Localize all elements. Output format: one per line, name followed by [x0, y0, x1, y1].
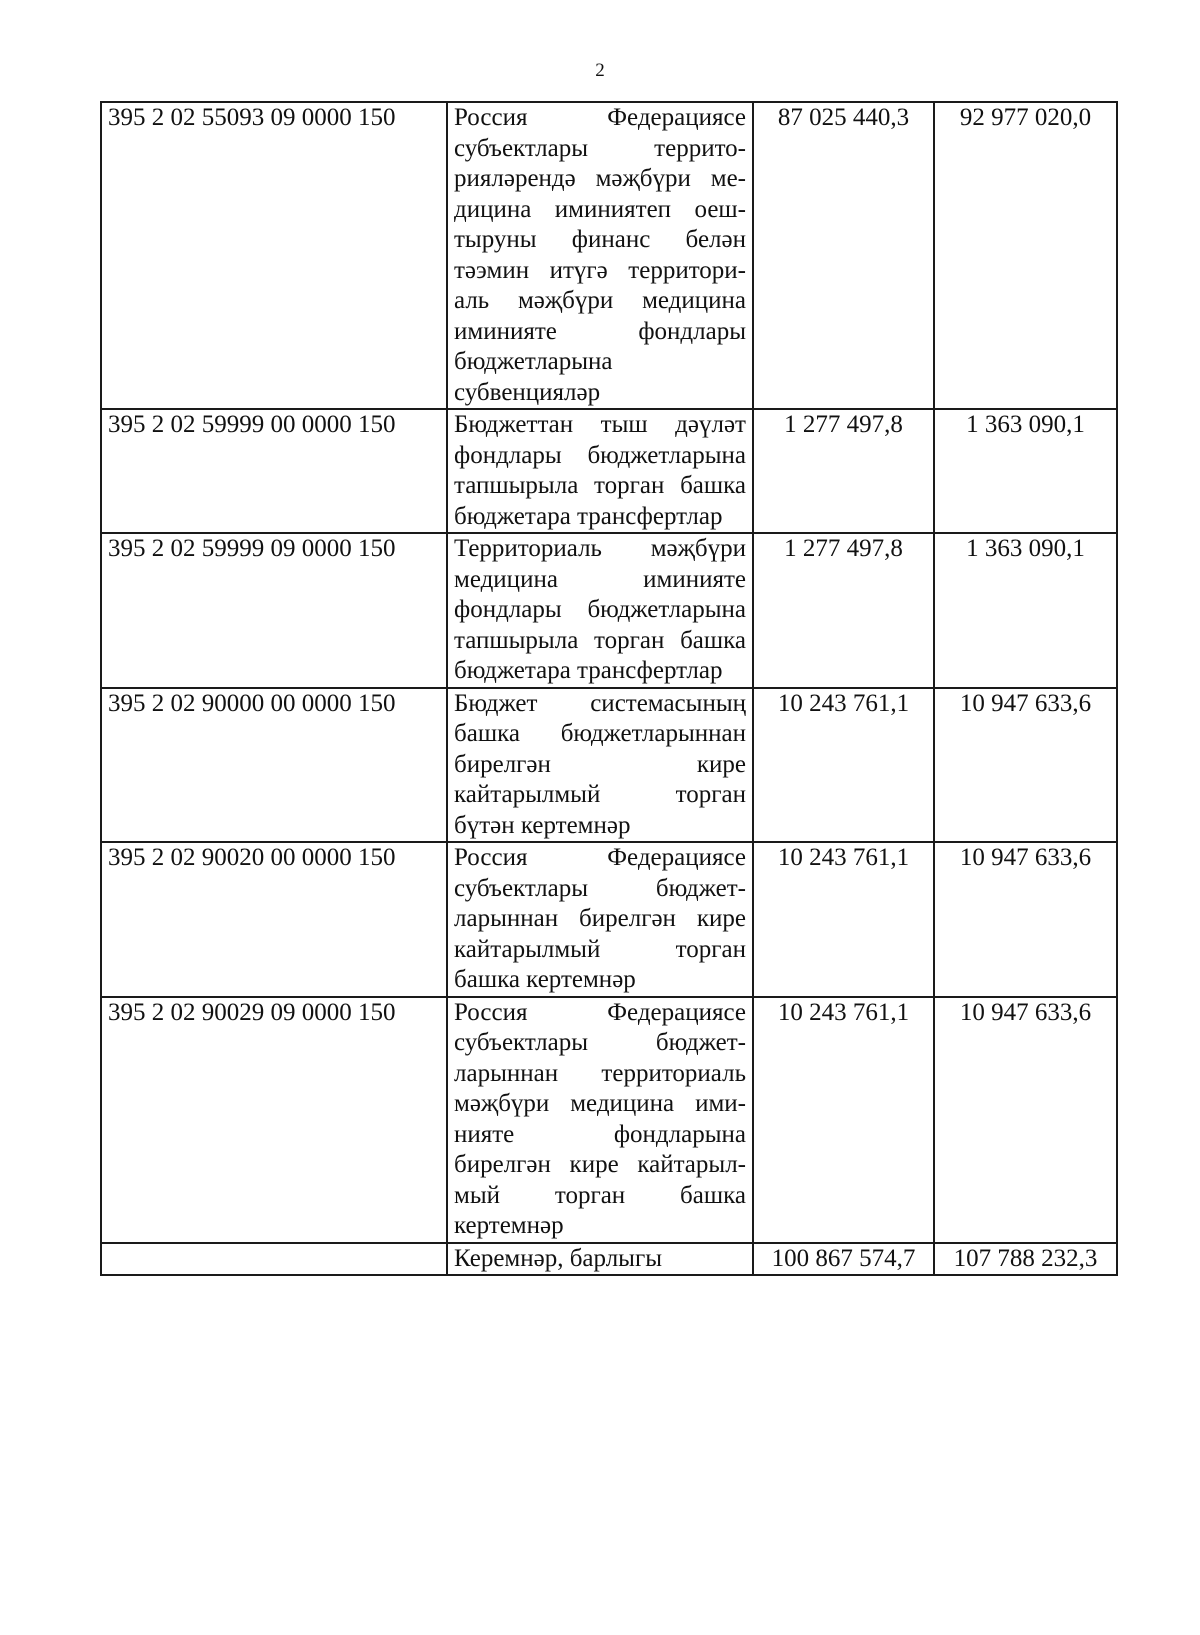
revenue-name-cell [447, 409, 753, 533]
revenue-name-line: кайтарылмый торган [454, 935, 746, 963]
revenue-name-line: кертемнәр [454, 1212, 564, 1239]
revenue-name-line: фондлары бюджетларына [454, 441, 746, 469]
revenue-name-line: иминияте фондлары [454, 317, 746, 345]
budget-code-cell: 395 2 02 55093 09 0000 150 [101, 102, 447, 409]
revenue-name-line: Бюджеттан тыш дәүләт [454, 411, 746, 438]
budget-code-cell: 395 2 02 90000 00 0000 150 [101, 688, 447, 843]
revenue-name-cell [447, 997, 753, 1243]
total-amount-year-2: 107 788 232,3 [934, 1243, 1117, 1276]
revenue-name-line: субвенцияләр [454, 378, 601, 406]
revenue-name-line: дицина иминиятеп оеш- [454, 195, 746, 223]
amount-cell-year-1: 1 277 497,8 [753, 409, 934, 533]
revenue-name-line: бюджетара трансфертлар [454, 657, 723, 684]
revenue-name-line: субъектлары бюджет- [454, 1029, 746, 1056]
revenue-name-line: Россия Федерациясе [454, 998, 746, 1026]
table-row [101, 533, 1117, 688]
table-row [101, 688, 1117, 843]
revenue-name-line: башка кертемнәр [454, 966, 636, 993]
revenue-name-line: мәҗбүри медицина ими- [454, 1090, 746, 1117]
page-number: 2 [595, 60, 605, 81]
revenue-name-line: Россия Федерациясе [454, 844, 746, 871]
revenue-name-line: ларыннан территориаль [454, 1059, 746, 1087]
budget-code-cell: 395 2 02 59999 09 0000 150 [101, 533, 447, 688]
revenue-name-line: Бюджет системасының [454, 689, 746, 717]
amount-cell-year-1: 1 277 497,8 [753, 533, 934, 688]
revenue-name-line: тапшырыла торган башка [454, 626, 746, 654]
revenue-name-line: бирелгән кире кайтарыл- [454, 1151, 746, 1178]
revenue-name-line: бүтән кертемнәр [454, 811, 631, 839]
amount-cell-year-2: 92 977 020,0 [934, 102, 1117, 409]
revenue-name-cell [447, 533, 753, 688]
amount-cell-year-1: 87 025 440,3 [753, 102, 934, 409]
revenue-name-line: ларыннан бирелгән кире [454, 905, 746, 932]
revenue-name-line: медицина иминияте [454, 565, 746, 593]
budget-revenue-table [100, 101, 1118, 1276]
budget-code-cell: 395 2 02 59999 00 0000 150 [101, 409, 447, 533]
revenue-name-cell [447, 688, 753, 843]
amount-cell-year-1: 10 243 761,1 [753, 997, 934, 1243]
total-amount-year-1: 100 867 574,7 [753, 1243, 934, 1276]
revenue-name-line: бюджетара трансфертлар [454, 502, 723, 530]
table-row [101, 409, 1117, 533]
budget-table-body [101, 102, 1117, 1275]
revenue-name-line: нияте фондларына [454, 1120, 746, 1148]
revenue-name-line: бюджетларына [454, 348, 613, 375]
total-label: Керемнәр, барлыгы [454, 1244, 663, 1272]
budget-code-cell: 395 2 02 90029 09 0000 150 [101, 997, 447, 1243]
amount-cell-year-2: 10 947 633,6 [934, 842, 1117, 997]
amount-cell-year-2: 10 947 633,6 [934, 688, 1117, 843]
revenue-name-line: тыруны финанс белән [454, 226, 746, 253]
budget-code-cell: 395 2 02 90020 00 0000 150 [101, 842, 447, 997]
amount-cell-year-1: 10 243 761,1 [753, 688, 934, 843]
table-row [101, 842, 1117, 997]
amount-cell-year-2: 1 363 090,1 [934, 409, 1117, 533]
amount-cell-year-2: 1 363 090,1 [934, 533, 1117, 688]
total-label-cell [447, 1243, 753, 1276]
revenue-name-line: аль мәҗбүри медицина [454, 287, 746, 314]
revenue-name-line: тәэмин итүгә территори- [454, 256, 746, 284]
revenue-name-line: башка бюджетларыннан [454, 720, 746, 747]
revenue-name-line: мый торган башка [454, 1181, 746, 1209]
table-row [101, 997, 1117, 1243]
revenue-name-line: Территориаль мәҗбүри [454, 535, 746, 562]
revenue-name-line: Россия Федерациясе [454, 104, 746, 131]
revenue-name-line: бирелгән кире [454, 750, 746, 778]
total-row [101, 1243, 1117, 1276]
revenue-name-cell [447, 102, 753, 409]
revenue-name-line: субъектлары бюджет- [454, 874, 746, 902]
revenue-name-line: субъектлары террито- [454, 134, 746, 162]
revenue-name-line: рияләрендә мәҗбүри ме- [454, 165, 746, 192]
amount-cell-year-2: 10 947 633,6 [934, 997, 1117, 1243]
amount-cell-year-1: 10 243 761,1 [753, 842, 934, 997]
revenue-name-line: фондлары бюджетларына [454, 596, 746, 623]
revenue-name-cell [447, 842, 753, 997]
revenue-name-line: кайтарылмый торган [454, 781, 746, 808]
total-code-cell [101, 1243, 447, 1276]
table-row [101, 102, 1117, 409]
revenue-name-line: тапшырыла торган башка [454, 472, 746, 499]
